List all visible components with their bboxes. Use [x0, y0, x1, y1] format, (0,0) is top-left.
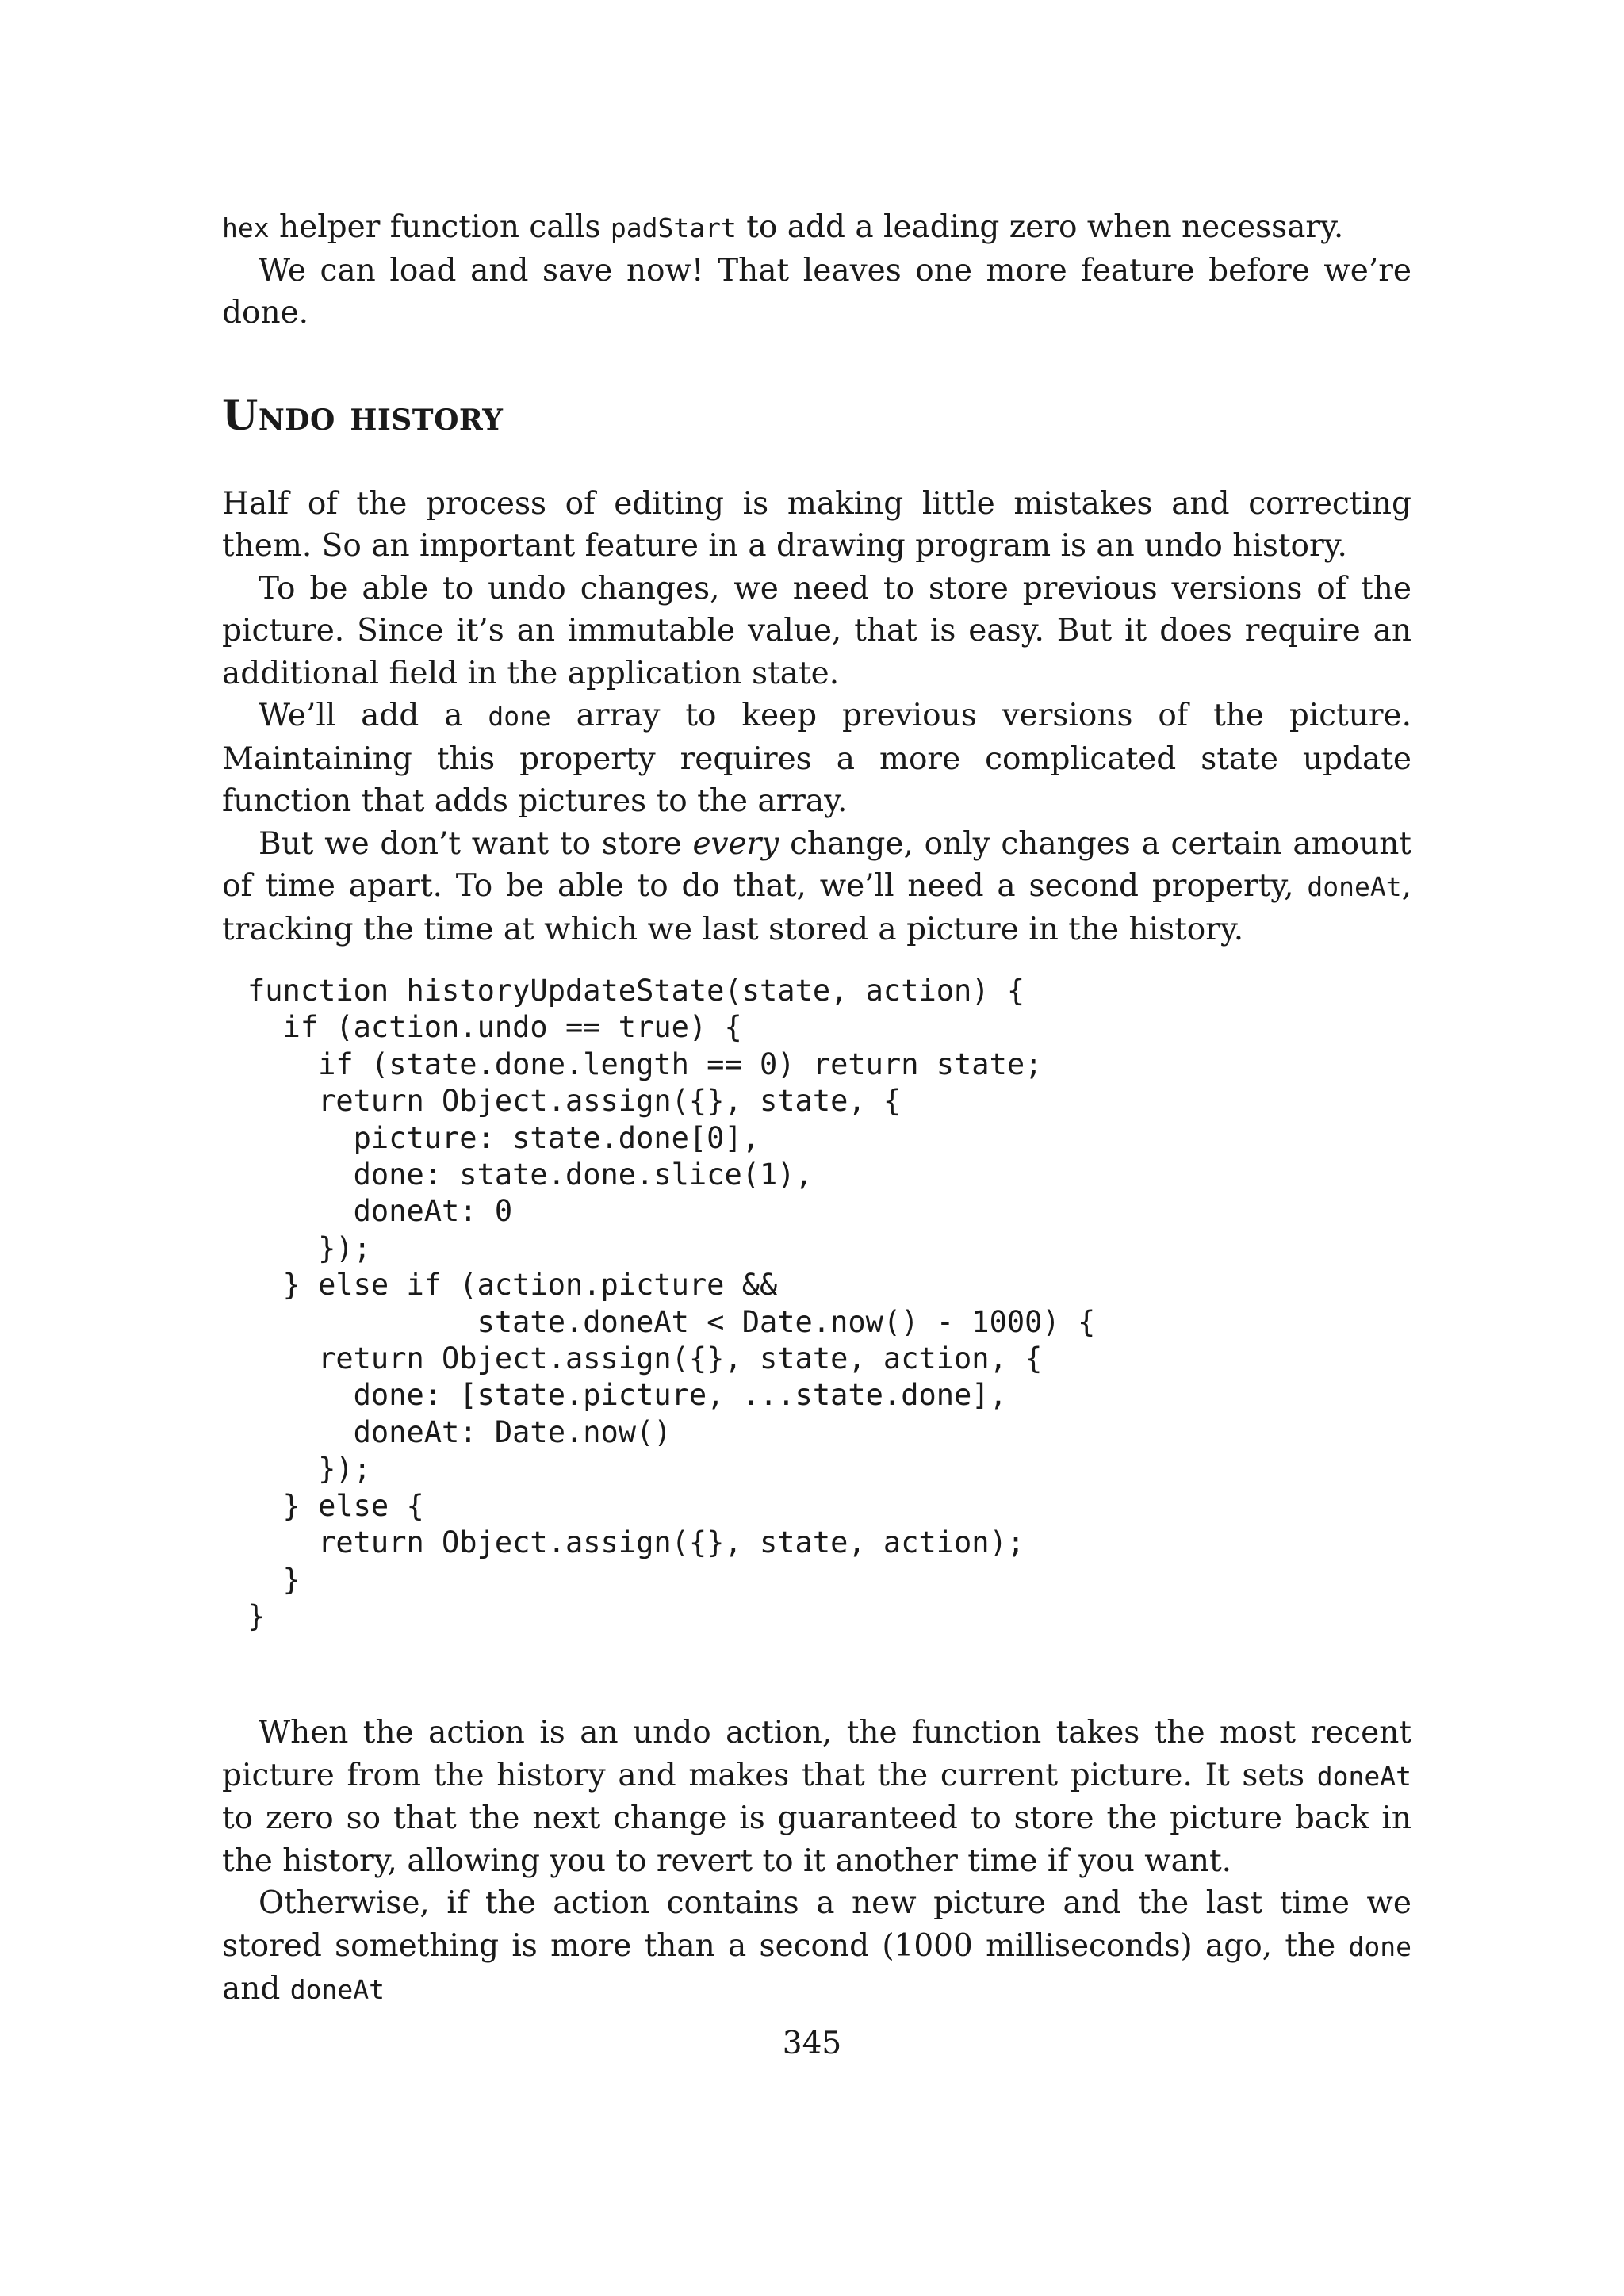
page-number: 345 [782, 2026, 842, 2061]
inline-code: doneAt [1316, 1760, 1411, 1792]
paragraph-done-at [222, 823, 1411, 951]
paragraph-load-save: We can load and save now! That leaves one more feature before we’re done. [222, 252, 1411, 331]
inline-code: done [1348, 1931, 1411, 1962]
code-block-history-update-state: function historyUpdateState(state, action) { if (action.undo == true) { if (state.done.length == 0) return state; return Object.assign({}, state, { picture: state.done[0], done: state.done.slice(1), doneAt: 0 }); } else if (action.picture && state.doneAt < Date.now() - 1000) { return Object.assign({}, state, action, { done: [state.picture, ...state.done], doneAt: Date.now() }); } else { return Object.assign({}, state, action); } } [247, 974, 1096, 1633]
inline-code: doneAt [289, 1974, 385, 2006]
text-run: change, only changes a certain amount of time apart. To be able to do that, we’ll need a second property, [222, 825, 1411, 904]
text-run: array to keep previous versions of the picture. Maintaining this property requires a more complicated state update function that adds pictures to the array. [222, 698, 1412, 819]
paragraph-editing-mistakes: Half of the process of editing is making little mistakes and correcting them. So an important feature in a drawing program is an undo history. [222, 485, 1411, 564]
inline-code: done [488, 701, 551, 732]
text-run: to add a leading zero when necessary. [736, 209, 1344, 245]
text-run: But we don’t want to store [259, 825, 693, 862]
text-run: helper function calls [269, 209, 611, 245]
paragraph-otherwise [222, 1882, 1411, 2011]
emphasis: every [692, 825, 779, 862]
section-heading: Undo history [222, 391, 504, 440]
paragraph-done-array [222, 695, 1411, 823]
paragraph-hex-helper [222, 206, 1411, 250]
text-run: , tracking the time at which we last stored a picture in the history. [222, 868, 1411, 947]
inline-code: hex [222, 212, 270, 243]
inline-code: padStart [610, 212, 737, 243]
paragraph-previous-versions: To be able to undo changes, we need to store previous versions of the picture. Since it’s an immutable value, that is easy. But it does require an additional field in the application state. [222, 570, 1411, 691]
text-run: to zero so that the next change is guaranteed to store the picture back in the history, allowing you to revert to it another time if you want. [222, 1800, 1411, 1879]
text-run: Otherwise, if the action contains a new picture and the last time we stored something is more than a second (1000 milliseconds) ago, the [222, 1885, 1411, 1964]
inline-code: doneAt [1307, 871, 1402, 902]
text-run: When the action is an undo action, the function takes the most recent picture from the history and makes that the current picture. It sets [222, 1715, 1411, 1793]
text-run: We’ll add a [259, 698, 488, 733]
page-content [222, 206, 1411, 2011]
paragraph-undo-action [222, 1712, 1411, 1882]
text-run: and [222, 1971, 290, 2007]
